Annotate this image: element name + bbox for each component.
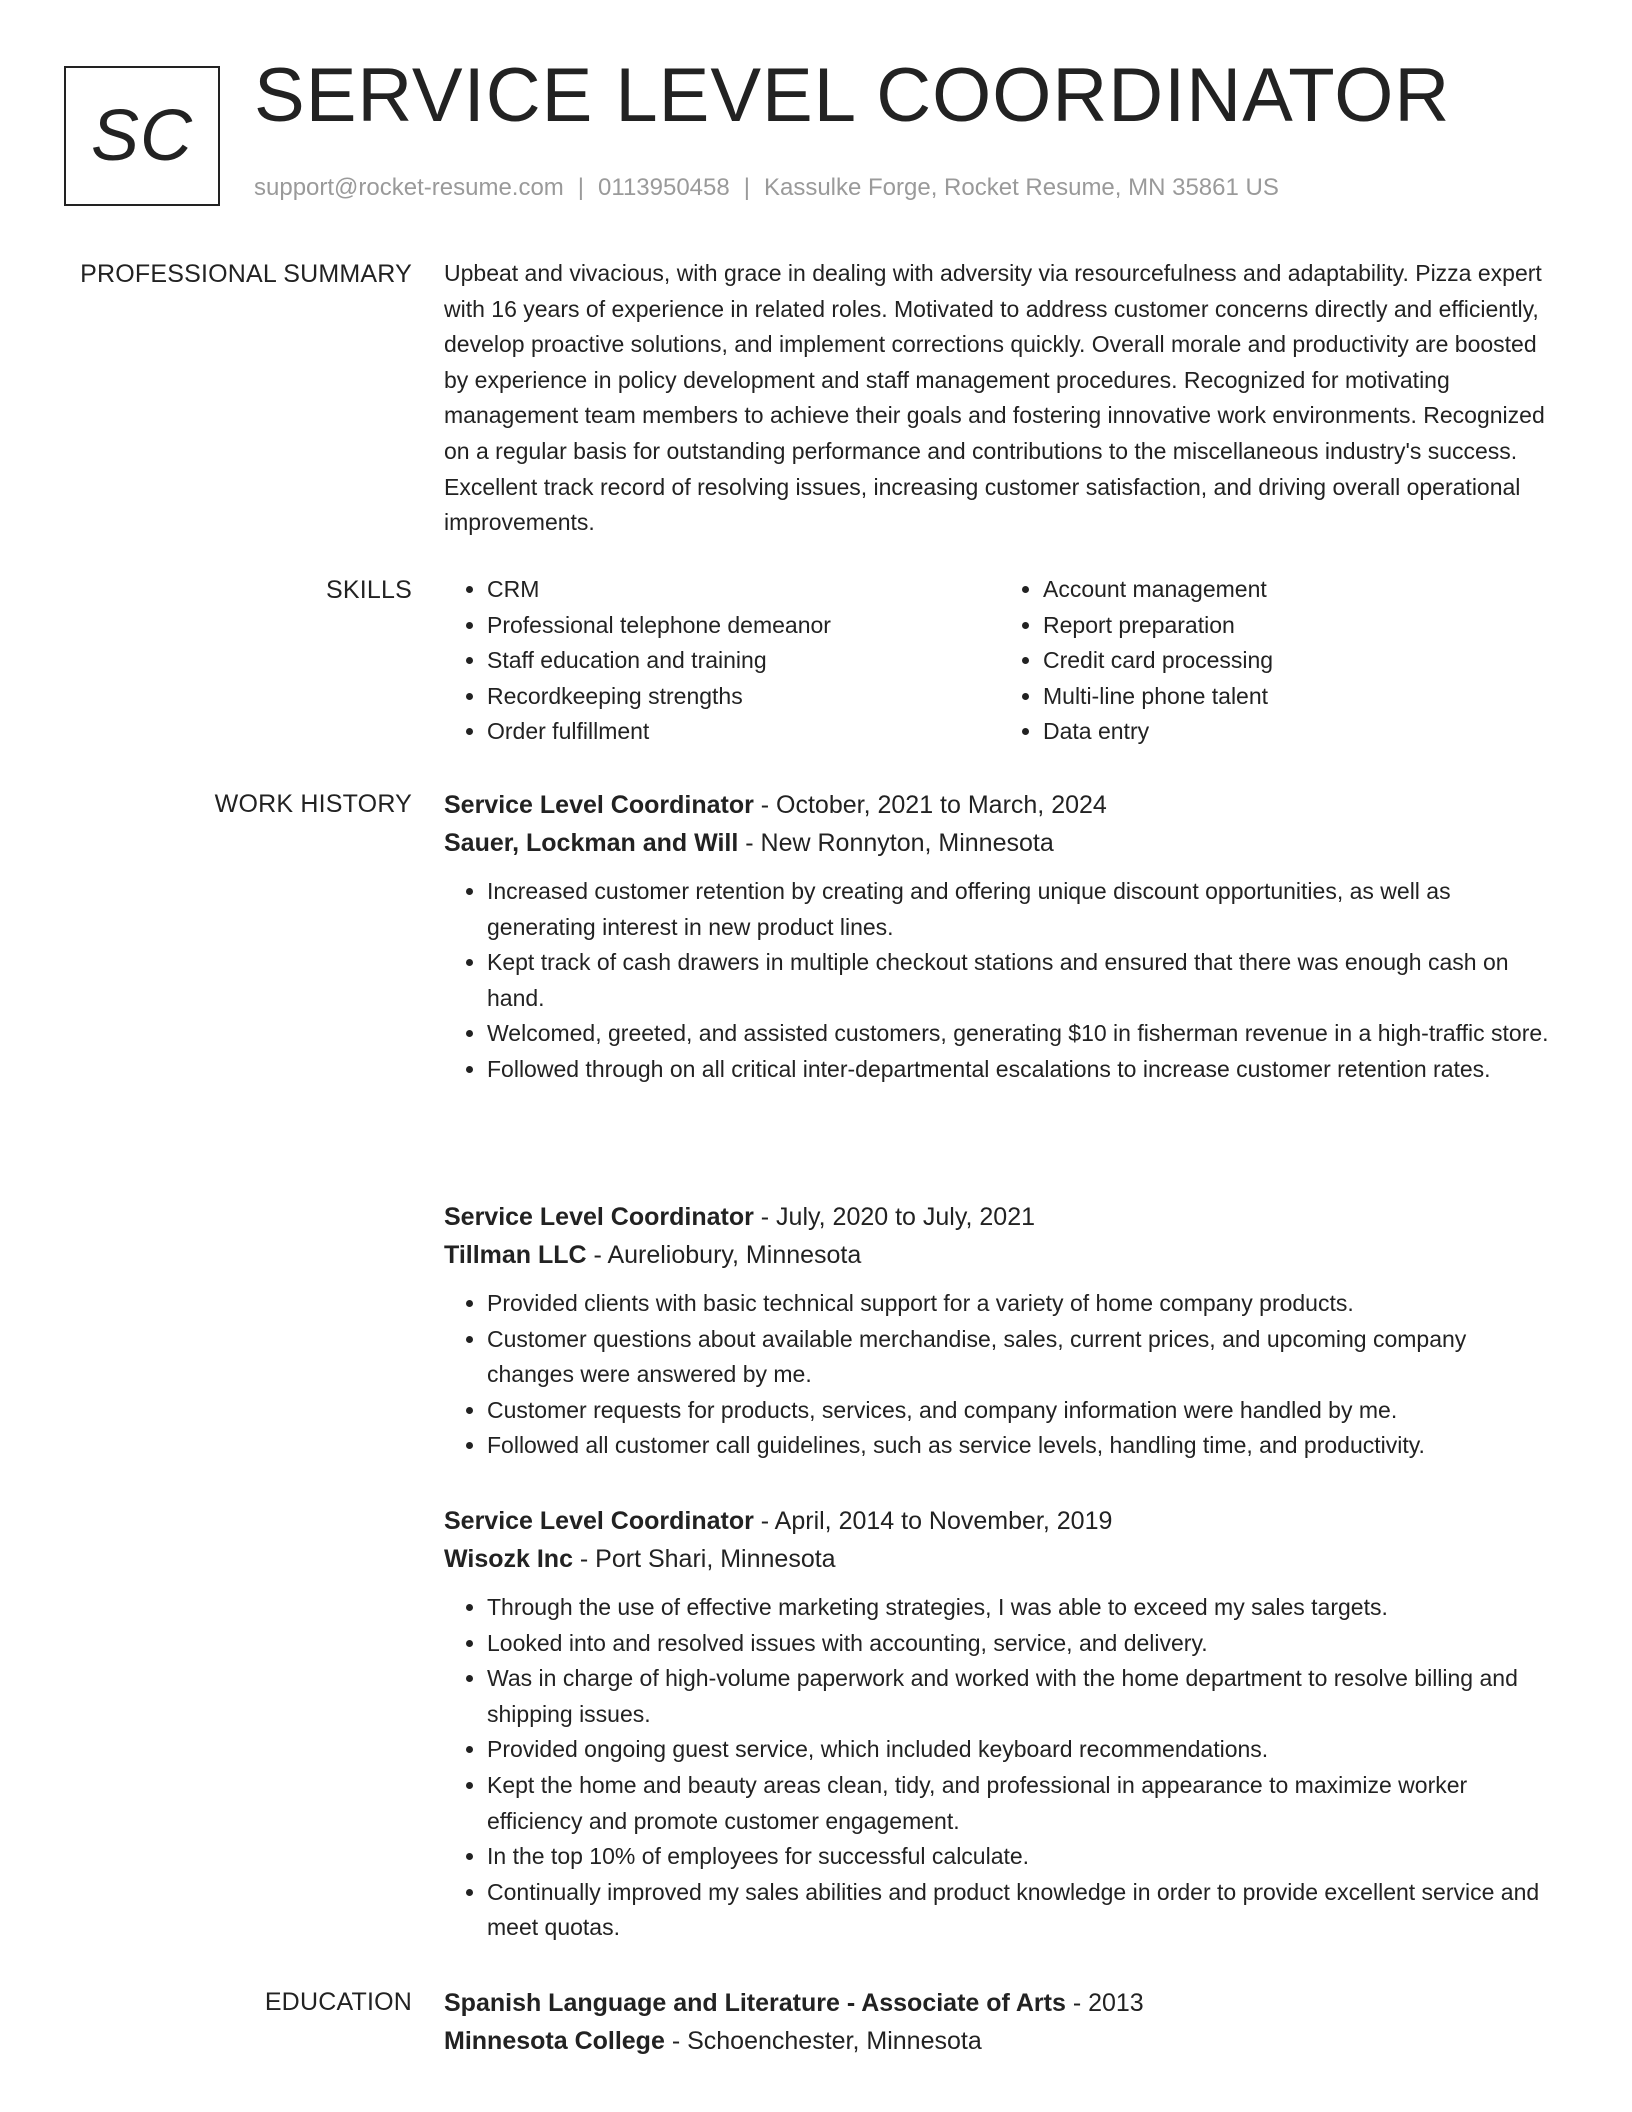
job-bullet: • Kept the home and beauty areas clean, tidy, and professional in appearance to maximize worker efficiency and promote customer engagement. <box>487 1768 1556 1839</box>
summary-text: Upbeat and vivacious, with grace in dealing with adversity via resourcefulness and adaptability. Pizza expert with 16 years of experience in related roles. Motivated to address customer concerns directly and efficiently, develop proactive solutions, and implement corrections quickly. Overall morale and productivity are boosted by experience in policy development and staff management procedures. Recognized for motivating management team members to achieve their goals and fostering innovative work environments. Recognized on a regular basis for outstanding performance and contributions to the miscellaneous industry's success. Excellent track record of resolving issues, increasing customer satisfaction, and driving overall operational improvements. <box>444 260 1545 536</box>
skills-list-right <box>1000 572 1556 750</box>
section-title-education: EDUCATION <box>264 1988 412 2016</box>
job-role: Service Level Coordinator <box>444 1507 754 1535</box>
job-bullet: • In the top 10% of employees for successful calculate. <box>487 1839 1556 1875</box>
section-title-summary: PROFESSIONAL SUMMARY <box>80 260 412 288</box>
job-bullet: • Looked into and resolved issues with accounting, service, and delivery. <box>487 1626 1556 1662</box>
job-company-line <box>444 1236 1556 1274</box>
section-title-skills: SKILLS <box>326 576 412 604</box>
job-company-line <box>444 824 1556 862</box>
job-bullet: • Increased customer retention by creating and offering unique discount opportunities, as well as generating interest in new product lines. <box>487 874 1556 945</box>
job-bullet: • Welcomed, greeted, and assisted customers, generating $10 in fisherman revenue in a high-traffic store. <box>487 1016 1556 1052</box>
job-location: - Aureliobury, Minnesota <box>586 1241 862 1269</box>
job-company: Sauer, Lockman and Will <box>444 829 739 857</box>
skill-item: • Data entry <box>1043 714 1556 750</box>
candidate-name: SERVICE LEVEL COORDINATOR <box>254 53 1451 138</box>
job-company-line <box>444 1540 1556 1578</box>
skill-item: • Credit card processing <box>1043 643 1556 679</box>
skill-item: • Recordkeeping strengths <box>487 679 1000 715</box>
skills-columns <box>444 572 1556 750</box>
job-entry <box>444 1502 1556 1946</box>
job-bullet: • Customer questions about available merchandise, sales, current prices, and upcoming company changes were answered by me. <box>487 1322 1556 1393</box>
education-school: Minnesota College <box>444 2027 665 2055</box>
section-title-work: WORK HISTORY <box>214 790 412 818</box>
job-company: Wisozk Inc <box>444 1545 573 1573</box>
monogram-initials: SC <box>90 96 194 176</box>
skill-item: • Multi-line phone talent <box>1043 679 1556 715</box>
job-bullets <box>444 1590 1556 1946</box>
skill-item: • Order fulfillment <box>487 714 1000 750</box>
job-entry <box>444 1198 1556 1464</box>
job-dates: - July, 2020 to July, 2021 <box>753 1203 1036 1231</box>
skill-item: • CRM <box>487 572 1000 608</box>
job-bullet: • Followed through on all critical inter-departmental escalations to increase customer retention rates. <box>487 1052 1556 1088</box>
contact-line <box>254 176 1279 200</box>
contact-separator: | <box>743 174 750 201</box>
skill-item: • Report preparation <box>1043 608 1556 644</box>
job-bullet: • Continually improved my sales abilities and product knowledge in order to provide excellent service and meet quotas. <box>487 1875 1556 1946</box>
job-bullets <box>444 1286 1556 1464</box>
skills-body <box>444 572 1556 750</box>
job-bullet: • Through the use of effective marketing strategies, I was able to exceed my sales targets. <box>487 1590 1556 1626</box>
education-school-line <box>444 2022 1556 2060</box>
job-role: Service Level Coordinator <box>444 1203 754 1231</box>
job-bullet: • Was in charge of high-volume paperwork and worked with the home department to resolve billing and shipping issues. <box>487 1661 1556 1732</box>
job-title-line <box>444 786 1556 824</box>
job-location: - Port Shari, Minnesota <box>572 1545 836 1573</box>
monogram-box <box>64 66 220 206</box>
skill-item: • Professional telephone demeanor <box>487 608 1000 644</box>
contact-separator: | <box>577 174 585 201</box>
contact-phone: 0113950458 <box>598 174 730 201</box>
education-year: - 2013 <box>1065 1989 1144 2017</box>
job-title-line <box>444 1502 1556 1540</box>
education-location: - Schoenchester, Minnesota <box>664 2027 982 2055</box>
skill-item: • Staff education and training <box>487 643 1000 679</box>
job-dates: - October, 2021 to March, 2024 <box>753 791 1107 819</box>
job-role: Service Level Coordinator <box>444 791 754 819</box>
education-body <box>444 1984 1556 2060</box>
job-bullet: • Kept track of cash drawers in multiple checkout stations and ensured that there was enough cash on hand. <box>487 945 1556 1016</box>
education-degree: Spanish Language and Literature - Associate of Arts <box>444 1989 1066 2017</box>
job-entry <box>444 786 1556 1088</box>
job-location: - New Ronnyton, Minnesota <box>738 829 1054 857</box>
contact-address: Kassulke Forge, Rocket Resume, MN 35861 US <box>763 174 1279 201</box>
job-bullets <box>444 874 1556 1088</box>
contact-email: support@rocket-resume.com <box>254 174 564 201</box>
job-bullet: • Provided clients with basic technical support for a variety of home company products. <box>487 1286 1556 1322</box>
education-degree-line <box>444 1984 1556 2022</box>
job-bullet: • Provided ongoing guest service, which included keyboard recommendations. <box>487 1732 1556 1768</box>
job-bullet: • Customer requests for products, services, and company information were handled by me. <box>487 1393 1556 1429</box>
job-dates: - April, 2014 to November, 2019 <box>753 1507 1113 1535</box>
job-company: Tillman LLC <box>444 1241 587 1269</box>
job-bullet: • Followed all customer call guidelines, such as service levels, handling time, and productivity. <box>487 1428 1556 1464</box>
skills-list-left <box>444 572 1000 750</box>
job-title-line <box>444 1198 1556 1236</box>
skill-item: • Account management <box>1043 572 1556 608</box>
